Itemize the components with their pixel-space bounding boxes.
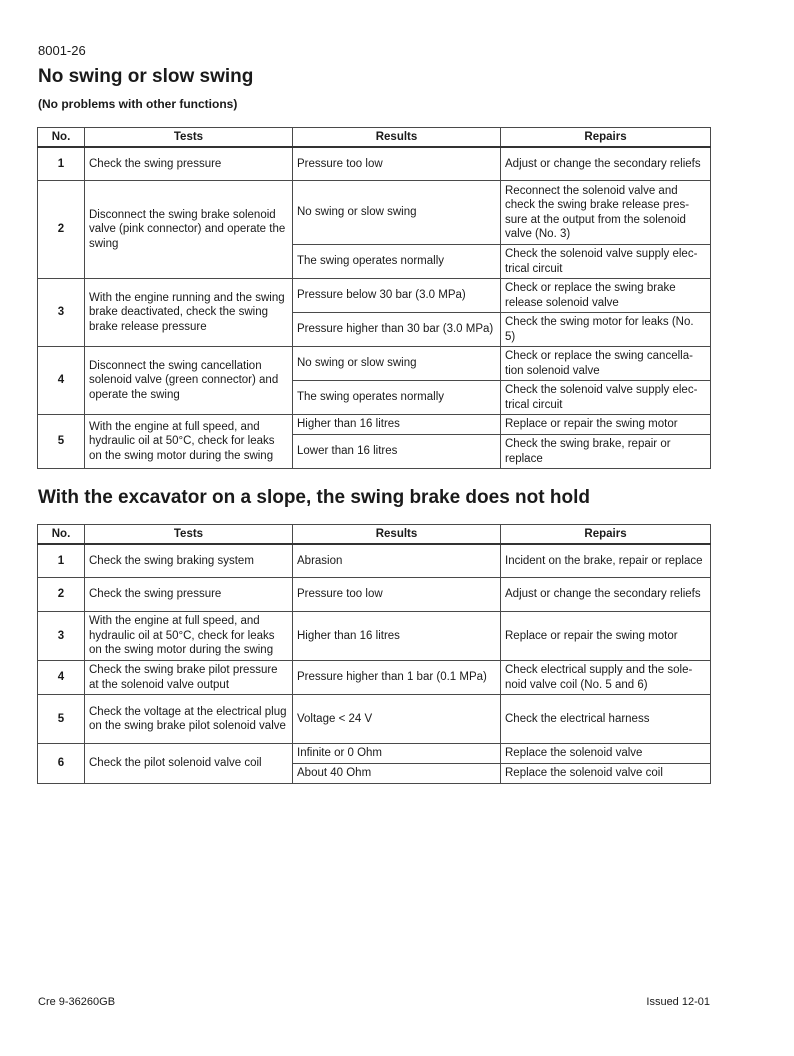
result-cell: Pressure too low	[293, 578, 501, 612]
repair-cell: Reconnect the solenoid valve and check the swing brake release pres-sure at the output from the solenoid valve (No. 3)	[501, 181, 711, 245]
test-cell: With the engine at full speed, and hydraulic oil at 50°C, check for leaks on the swing motor during the swing	[85, 415, 293, 469]
page-code: 8001-26	[38, 43, 86, 58]
header-tests: Tests	[85, 128, 293, 147]
test-cell: Check the swing braking system	[85, 544, 293, 578]
test-cell: Check the pilot solenoid valve coil	[85, 744, 293, 784]
test-cell: With the engine running and the swing brake deactivated, check the swing brake release pressure	[85, 279, 293, 347]
test-cell: Disconnect the swing cancellation solenoid valve (green connector) and operate the swing	[85, 347, 293, 415]
table-row	[38, 544, 711, 578]
test-cell: Check the voltage at the electrical plug on the swing brake pilot solenoid valve	[85, 695, 293, 744]
row-number: 5	[38, 695, 85, 744]
header-results: Results	[293, 128, 501, 147]
table-row	[38, 347, 711, 381]
test-cell: Check the swing brake pilot pressure at the solenoid valve output	[85, 661, 293, 695]
section2-title: With the excavator on a slope, the swing brake does not hold	[38, 487, 590, 508]
result-cell: Pressure higher than 1 bar (0.1 MPa)	[293, 661, 501, 695]
repair-cell: Incident on the brake, repair or replace	[501, 544, 711, 578]
table-row	[38, 661, 711, 695]
table-row	[38, 279, 711, 313]
result-cell: The swing operates normally	[293, 381, 501, 415]
result-cell: The swing operates normally	[293, 245, 501, 279]
result-cell: No swing or slow swing	[293, 181, 501, 245]
result-cell: Voltage < 24 V	[293, 695, 501, 744]
repair-cell: Check the swing brake, repair or replace	[501, 435, 711, 469]
footer-doc-ref: Cre 9-36260GB	[38, 996, 116, 1008]
row-number: 3	[38, 612, 85, 661]
repair-cell: Adjust or change the secondary reliefs	[501, 147, 711, 181]
table-row	[38, 415, 711, 435]
row-number: 4	[38, 347, 85, 415]
repair-cell: Check or replace the swing cancella-tion solenoid valve	[501, 347, 711, 381]
header-repairs: Repairs	[501, 525, 711, 544]
test-cell: Disconnect the swing brake solenoid valve (pink connector) and operate the swing	[85, 181, 293, 279]
result-cell: Higher than 16 litres	[293, 415, 501, 435]
table-row	[38, 744, 711, 764]
result-cell: No swing or slow swing	[293, 347, 501, 381]
repair-cell: Replace or repair the swing motor	[501, 612, 711, 661]
row-number: 1	[38, 147, 85, 181]
header-no: No.	[38, 128, 85, 147]
diagnosis-table-no-swing	[37, 127, 711, 469]
result-cell: Higher than 16 litres	[293, 612, 501, 661]
table-row	[38, 695, 711, 744]
test-cell: Check the swing pressure	[85, 147, 293, 181]
result-cell: About 40 Ohm	[293, 764, 501, 784]
repair-cell: Check electrical supply and the sole-noid valve coil (No. 5 and 6)	[501, 661, 711, 695]
row-number: 1	[38, 544, 85, 578]
section1-title: No swing or slow swing	[38, 66, 254, 87]
repair-cell: Adjust or change the secondary reliefs	[501, 578, 711, 612]
repair-cell: Replace the solenoid valve coil	[501, 764, 711, 784]
header-no: No.	[38, 525, 85, 544]
repair-cell: Check the electrical harness	[501, 695, 711, 744]
table-row	[38, 181, 711, 245]
test-cell: With the engine at full speed, and hydraulic oil at 50°C, check for leaks on the swing motor during the swing	[85, 612, 293, 661]
repair-cell: Check or replace the swing brake release solenoid valve	[501, 279, 711, 313]
repair-cell: Replace the solenoid valve	[501, 744, 711, 764]
table-header-row	[38, 128, 711, 147]
row-number: 2	[38, 181, 85, 279]
section1-subtitle: (No problems with other functions)	[38, 97, 238, 111]
row-number: 4	[38, 661, 85, 695]
result-cell: Lower than 16 litres	[293, 435, 501, 469]
table-row	[38, 147, 711, 181]
table-row	[38, 578, 711, 612]
result-cell: Infinite or 0 Ohm	[293, 744, 501, 764]
header-results: Results	[293, 525, 501, 544]
diagnosis-table-slope-brake	[37, 524, 711, 784]
repair-cell: Check the swing motor for leaks (No. 5)	[501, 313, 711, 347]
row-number: 6	[38, 744, 85, 784]
result-cell: Pressure below 30 bar (3.0 MPa)	[293, 279, 501, 313]
result-cell: Pressure too low	[293, 147, 501, 181]
repair-cell: Check the solenoid valve supply elec-trical circuit	[501, 381, 711, 415]
row-number: 3	[38, 279, 85, 347]
result-cell: Abrasion	[293, 544, 501, 578]
result-cell: Pressure higher than 30 bar (3.0 MPa)	[293, 313, 501, 347]
row-number: 5	[38, 415, 85, 469]
header-repairs: Repairs	[501, 128, 711, 147]
header-tests: Tests	[85, 525, 293, 544]
table-header-row	[38, 525, 711, 544]
repair-cell: Check the solenoid valve supply elec-trical circuit	[501, 245, 711, 279]
repair-cell: Replace or repair the swing motor	[501, 415, 711, 435]
footer-issued: Issued 12-01	[646, 996, 710, 1008]
test-cell: Check the swing pressure	[85, 578, 293, 612]
row-number: 2	[38, 578, 85, 612]
table-row	[38, 612, 711, 661]
